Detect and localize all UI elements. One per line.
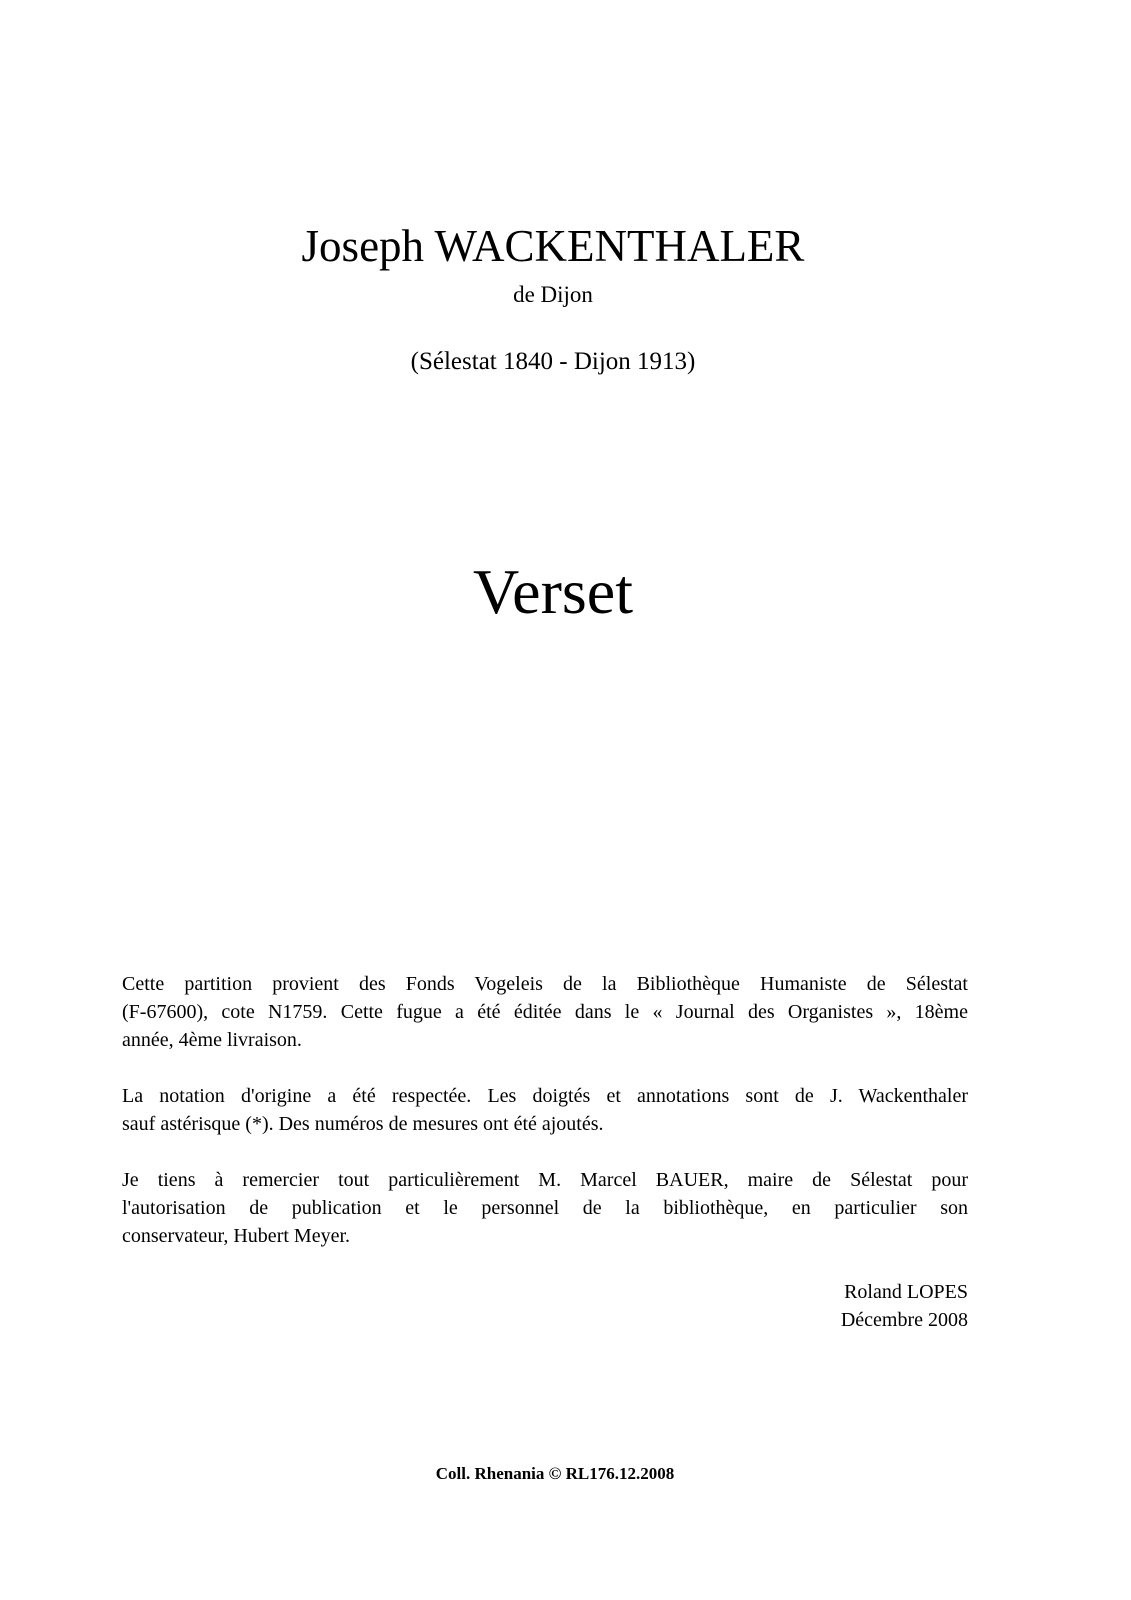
paragraph-line: sauf astérisque (*). Des numéros de mesures ont été ajoutés. [122,1113,604,1135]
paragraph-line: La notation d'origine a été respectée. Les doigtés et annotations sont de J. Wackenthaler [122,1085,968,1107]
paragraph-notation [122,1082,968,1138]
signature-name: Roland LOPES [844,1281,968,1303]
composer-origin: de Dijon [513,282,593,307]
paragraph-line: Cette partition provient des Fonds Vogeleis de la Bibliothèque Humaniste de Sélestat [122,973,968,995]
footer-copyright: Coll. Rhenania © RL176.12.2008 [435,1464,675,1483]
signature-date: Décembre 2008 [840,1309,968,1331]
piece-title: Verset [473,556,633,627]
paragraph-line: conservateur, Hubert Meyer. [122,1225,350,1247]
composer-name: Joseph WACKENTHALER [301,221,805,271]
paragraph-line: année, 4ème livraison. [122,1029,302,1051]
paragraph-line: Je tiens à remercier tout particulièrement M. Marcel BAUER, maire de Sélestat pour [122,1169,968,1191]
paragraph-source [122,970,968,1054]
composer-dates: (Sélestat 1840 - Dijon 1913) [410,348,696,375]
paragraph-thanks [122,1166,968,1250]
paragraph-line: (F-67600), cote N1759. Cette fugue a été éditée dans le « Journal des Organistes », 18ème [122,1001,968,1023]
signature [841,1278,968,1334]
paragraph-line: l'autorisation de publication et le personnel de la bibliothèque, en particulier son [122,1197,968,1219]
